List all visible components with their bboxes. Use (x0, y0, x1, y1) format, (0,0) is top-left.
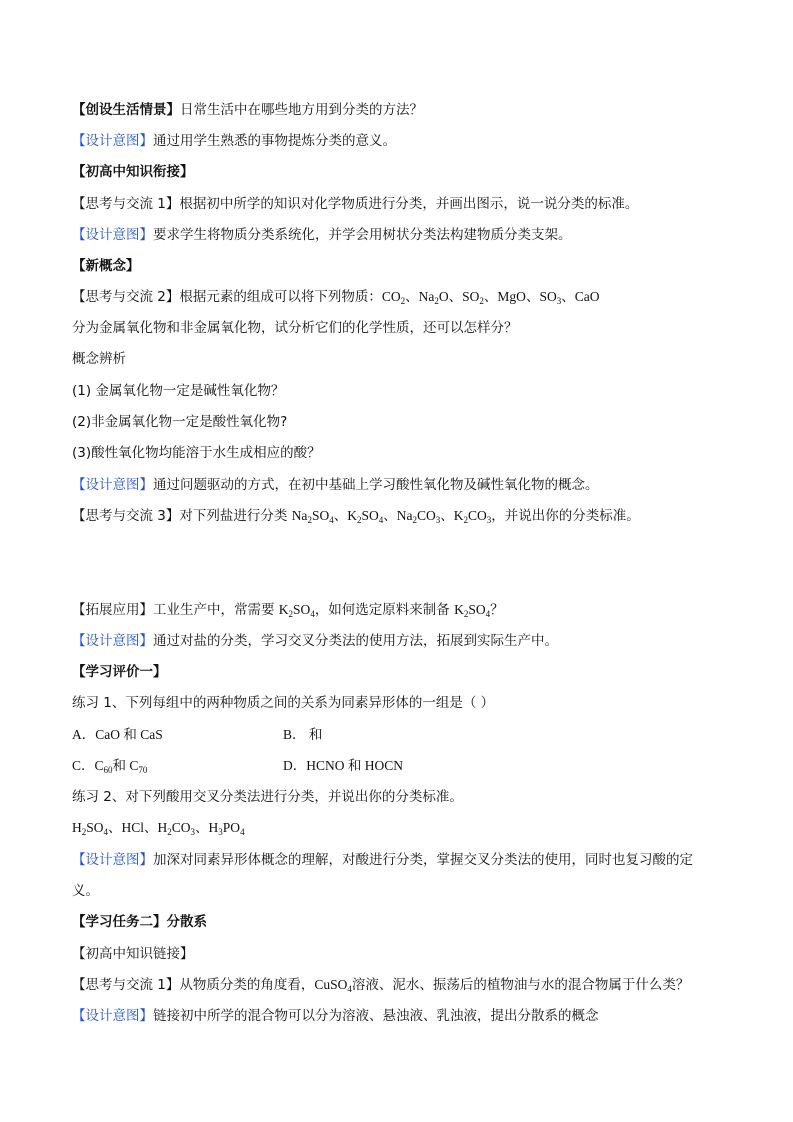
line-text: 链接初中所学的混合物可以分为溶液、悬浊液、乳浊液，提出分散系的概念 (153, 1008, 599, 1024)
line-text: 根据初中所学的知识对化学物质进行分类，并画出图示，说一说分类的标准。 (179, 196, 639, 212)
section-heading: 【学习评价一】 (72, 664, 167, 680)
formula: $K_2SO_4$ (347, 508, 384, 525)
line-text: 通过问题驱动的方式，在初中基础上学习酸性氧化物及碱性氧化物的概念。 (153, 477, 599, 493)
line-text: 要求学生将物质分类系统化，并学会用树状分类法构建物质分类支架。 (153, 227, 572, 243)
formula: $K_2CO_3$ (453, 508, 492, 525)
think-exchange-line: 【思考与交流 2】根据元素的组成可以将下列物质：$CO_2$、$Na_2O$、$SO_2$、MgO、$SO_3$、CaO (72, 289, 600, 306)
design-intent-tag: 【设计意图】 (72, 133, 153, 149)
acid-formulas: $H_2SO_4$、HCl、$H_2CO_3$、$H_3PO_4$ (72, 820, 245, 837)
formula: $K_2SO_4$ (454, 602, 491, 619)
exercise-options (72, 757, 404, 775)
application-line: 【拓展应用】工业生产中，常需要 $K_2SO_4$，如何选定原料来制备 $K_2SO_4$？ (72, 602, 504, 619)
option-c: C．$C_{60}$和 $C_{70}$ (72, 758, 148, 775)
formula: $Na_2CO_3$ (396, 508, 441, 525)
section-tag: 【思考与交流 3】 (72, 508, 180, 524)
section-tag: 【思考与交流 1】 (72, 977, 180, 993)
design-intent-line (72, 476, 599, 494)
question-item: (3)酸性氧化物均能溶于水生成相应的酸？ (72, 445, 321, 461)
section-tag: 【思考与交流 1】 (72, 196, 180, 212)
option-b: B． 和 (283, 727, 323, 742)
option-d: D．HCNO 和 HOCN (283, 758, 404, 773)
formula: CaO (574, 289, 600, 304)
design-intent-tag: 【设计意图】 (72, 1008, 153, 1024)
design-intent-tag: 【设计意图】 (72, 633, 153, 649)
question-item: (2)非金属氧化物一定是酸性氧化物? (72, 414, 288, 430)
exercise-options (72, 726, 323, 744)
line-text: 加深对同素异形体概念的理解，对酸进行分类，掌握交叉分类法的使用，同时也复习酸的定 (153, 852, 693, 868)
think-exchange-line: 【思考与交流 3】对下列盐进行分类 $Na_2SO_4$、$K_2SO_4$、$Na_2CO_3$、$K_2CO_3$，并说出你的分类标准。 (72, 508, 640, 525)
section-tag: 【拓展应用】 (72, 602, 153, 618)
formula: $SO_3$ (539, 289, 562, 306)
formula: $SO_2$ (462, 289, 484, 306)
body-text: 【初高中知识链接】 (72, 946, 194, 962)
formula: CuSO$_4$ (314, 977, 352, 994)
design-intent-line (72, 226, 572, 244)
design-intent-line (72, 1007, 599, 1025)
think-exchange-line (72, 195, 638, 213)
section-tag: 【创设生活情景】 (72, 102, 180, 118)
option-a: A．CaO 和 CaS (72, 727, 163, 742)
formula: $Na_2O$ (418, 289, 449, 306)
body-text: 分为金属氧化物和非金属氧化物，试分析它们的化学性质，还可以怎样分？ (72, 320, 518, 336)
formula: MgO (497, 289, 526, 304)
body-text: 义。 (72, 883, 99, 899)
question-item: (1) 金属氧化物一定是碱性氧化物？ (72, 383, 285, 399)
think-exchange-line: 【思考与交流 1】从物质分类的角度看，CuSO$_4$溶液、泥水、振荡后的植物油与水的混合物属于什么类？ (72, 977, 690, 994)
line-text: 通过用学生熟悉的事物提炼分类的意义。 (153, 133, 396, 149)
exercise-question: 练习 2、对下列酸用交叉分类法进行分类，并说出你的分类标准。 (72, 789, 463, 805)
design-intent-tag: 【设计意图】 (72, 852, 153, 868)
design-intent-tag: 【设计意图】 (72, 477, 153, 493)
body-text: 概念辨析 (72, 351, 126, 367)
section-tag: 【思考与交流 2】 (72, 289, 180, 305)
formula: $CO_2$ (381, 289, 406, 306)
line-text: 通过对盐的分类，学习交叉分类法的使用方法，拓展到实际生产中。 (153, 633, 558, 649)
formula: $Na_2SO_4$ (291, 508, 334, 525)
line-text: 日常生活中在哪些地方用到分类的方法？ (180, 102, 423, 118)
design-intent-line (72, 632, 558, 650)
section-heading: 【新概念】 (72, 258, 140, 274)
line-text: 根据元素的组成可以将下列物质： (179, 289, 382, 305)
design-intent-tag: 【设计意图】 (72, 227, 153, 243)
formula: $K_2SO_4$ (278, 602, 315, 619)
design-intent-line (72, 132, 396, 150)
exercise-question: 练习 1、下列每组中的两种物质之间的关系为同素异形体的一组是（ ） (72, 695, 495, 711)
section-heading: 【学习任务二】分散系 (72, 914, 207, 930)
section-heading: 【初高中知识衔接】 (72, 164, 194, 180)
design-intent-line (72, 851, 693, 869)
scenario-line (72, 101, 423, 119)
